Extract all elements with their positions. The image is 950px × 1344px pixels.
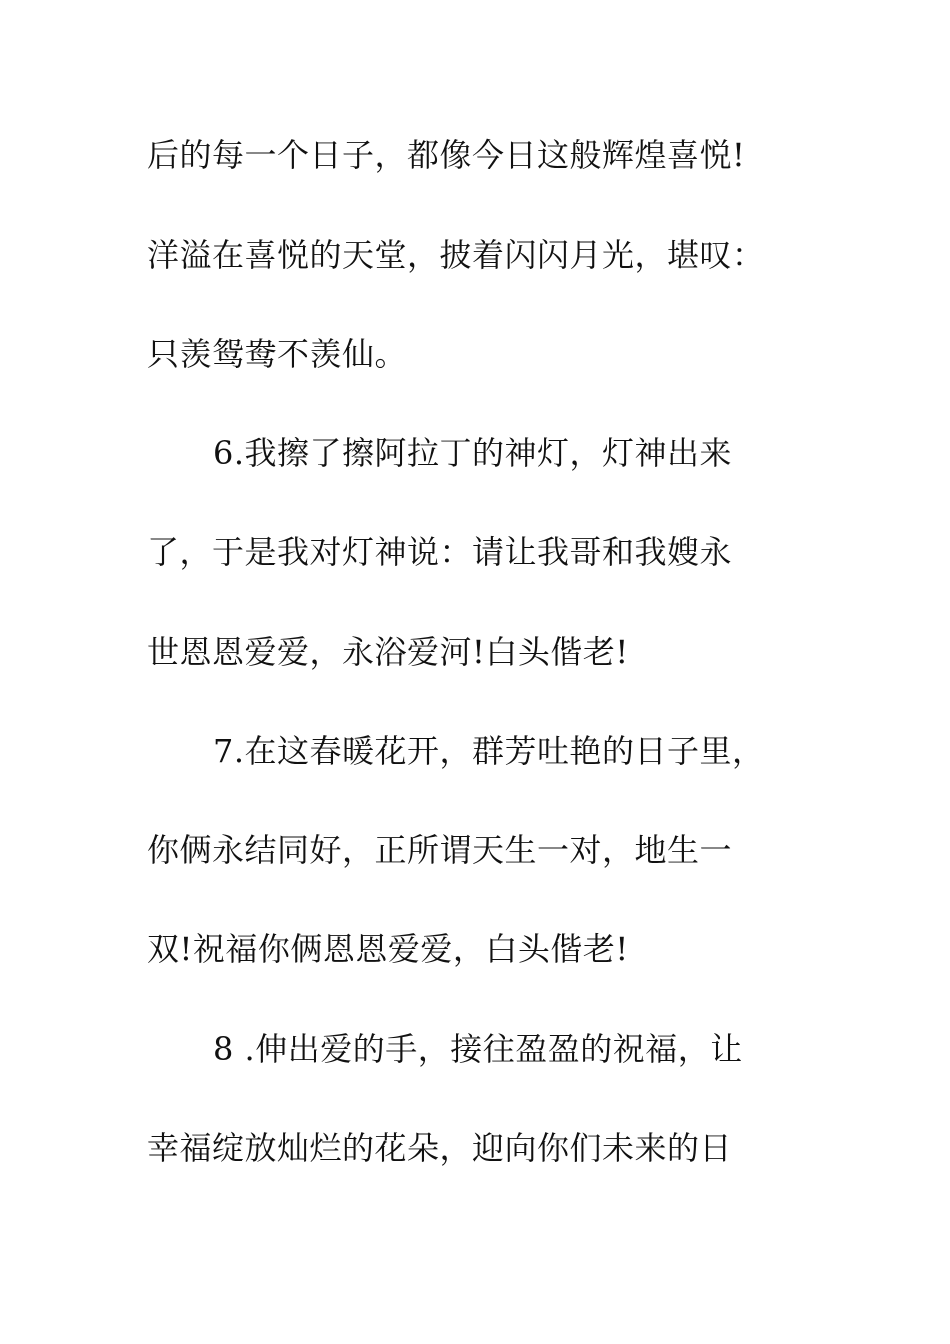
text-line: 后的每一个日子，都像今日这般辉煌喜悦! xyxy=(147,136,746,174)
text-line: 洋溢在喜悦的天堂，披着闪闪月光，堪叹： xyxy=(147,236,765,274)
text-line: 幸福绽放灿烂的花朵，迎向你们未来的日 xyxy=(147,1129,733,1167)
text-line: 了，于是我对灯神说：请让我哥和我嫂永 xyxy=(147,533,733,571)
numbered-paragraph-start: 6.我擦了擦阿拉丁的神灯，灯神出来 xyxy=(213,434,733,472)
text-line: 你俩永结同好，正所谓天生一对，地生一 xyxy=(147,831,733,869)
numbered-paragraph-start: 8 .伸出爱的手，接往盈盈的祝福，让 xyxy=(213,1030,743,1068)
text-line: 双!祝福你俩恩恩爱爱，白头偕老! xyxy=(147,930,629,968)
text-line: 只羡鸳鸯不羡仙。 xyxy=(147,335,408,373)
numbered-paragraph-start: 7.在这春暖花开，群芳吐艳的日子里， xyxy=(213,732,765,770)
text-line: 世恩恩爱爱，永浴爱河!白头偕老! xyxy=(147,633,629,671)
